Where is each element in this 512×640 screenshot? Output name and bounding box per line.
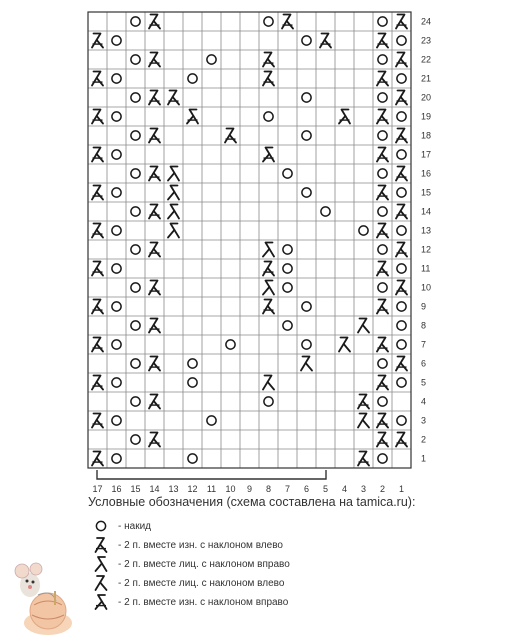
yarn-over-symbol	[378, 454, 387, 463]
yarn-over-symbol	[264, 17, 273, 26]
yarn-over-symbol	[378, 131, 387, 140]
yarn-over-symbol	[131, 169, 140, 178]
p2tog-left-symbol	[92, 72, 103, 86]
yarn-over-symbol	[112, 302, 121, 311]
p2tog-left-symbol	[92, 34, 103, 48]
k2tog-left-symbol	[301, 357, 312, 371]
k2tog-left-symbol	[358, 414, 369, 428]
p2tog-left-symbol	[149, 15, 160, 29]
legend-item	[92, 517, 151, 535]
yarn-over-symbol	[283, 169, 292, 178]
row-number: 24	[421, 16, 432, 27]
yarn-over-symbol	[112, 416, 121, 425]
k2tog-right-symbol	[168, 167, 179, 181]
yarn-over-symbol	[302, 93, 311, 102]
legend-symbol-icon	[92, 574, 114, 592]
yarn-over-symbol	[207, 55, 216, 64]
yarn-over-symbol	[112, 36, 121, 45]
row-number: 5	[421, 377, 427, 388]
yarn-over-symbol	[283, 321, 292, 330]
yarn-over-symbol	[397, 416, 406, 425]
k2tog-right-symbol	[168, 205, 179, 219]
column-number: 12	[187, 484, 198, 494]
yarn-over-symbol	[188, 74, 197, 83]
p2tog-left-symbol	[92, 300, 103, 314]
column-number: 1	[398, 484, 405, 494]
column-number: 5	[322, 484, 329, 494]
p2tog-left-symbol	[263, 262, 274, 276]
yarn-over-symbol	[397, 302, 406, 311]
p2tog-left-symbol	[92, 376, 103, 390]
p2tog-left-symbol	[149, 243, 160, 257]
yarn-over-symbol	[131, 435, 140, 444]
yarn-over-symbol	[378, 359, 387, 368]
p2tog-left-symbol	[396, 53, 407, 67]
p2tog-left-symbol	[149, 91, 160, 105]
yarn-over-symbol	[112, 150, 121, 159]
yarn-over-symbol	[302, 131, 311, 140]
k2tog-left-symbol	[358, 319, 369, 333]
yarn-over-symbol	[131, 93, 140, 102]
yarn-over-symbol	[188, 454, 197, 463]
p2tog-left-symbol	[377, 338, 388, 352]
yarn-over-symbol	[188, 378, 197, 387]
p2tog-left-symbol	[377, 376, 388, 390]
row-number: 9	[421, 301, 427, 312]
yarn-over-symbol	[131, 55, 140, 64]
p2tog-left-symbol	[377, 148, 388, 162]
yarn-over-symbol	[283, 245, 292, 254]
p2tog-left-symbol	[396, 243, 407, 257]
yarn-over-symbol	[397, 188, 406, 197]
row-number: 16	[421, 168, 432, 179]
row-number: 14	[421, 206, 432, 217]
p2tog-left-symbol	[92, 414, 103, 428]
yarn-over-symbol	[302, 340, 311, 349]
yarn-over-symbol	[112, 454, 121, 463]
p2tog-left-symbol	[320, 34, 331, 48]
yarn-over-symbol	[378, 55, 387, 64]
yarn-over-symbol	[397, 150, 406, 159]
p2tog-left-symbol	[377, 72, 388, 86]
legend-item-label: - 2 п. вместе изн. с наклоном влево	[118, 539, 283, 551]
column-number: 3	[360, 484, 367, 494]
yarn-over-symbol	[378, 93, 387, 102]
yarn-over-symbol	[207, 416, 216, 425]
k2tog-right-symbol	[168, 186, 179, 200]
p2tog-left-symbol	[96, 538, 107, 552]
p2tog-left-symbol	[149, 319, 160, 333]
legend-item	[92, 593, 288, 611]
p2tog-left-symbol	[168, 91, 179, 105]
yarn-over-symbol	[131, 283, 140, 292]
legend-item	[92, 536, 283, 554]
column-number: 8	[265, 484, 272, 494]
p2tog-left-symbol	[396, 281, 407, 295]
p2tog-left-symbol	[92, 148, 103, 162]
legend-item	[92, 574, 284, 592]
column-number: 13	[168, 484, 179, 494]
yarn-over-symbol	[226, 340, 235, 349]
legend-item-label: - 2 п. вместе лиц. с наклоном влево	[118, 577, 285, 589]
p2tog-left-symbol	[396, 129, 407, 143]
yarn-over-symbol	[112, 378, 121, 387]
yarn-over-symbol	[131, 359, 140, 368]
yarn-over-symbol	[397, 36, 406, 45]
p2tog-left-symbol	[282, 15, 293, 29]
p2tog-left-symbol	[396, 205, 407, 219]
yarn-over-symbol	[112, 226, 121, 235]
row-number: 23	[421, 35, 432, 46]
yarn-over-symbol	[131, 397, 140, 406]
column-number: 14	[149, 484, 160, 494]
yarn-over-symbol	[131, 207, 140, 216]
p2tog-left-symbol	[377, 262, 388, 276]
yarn-over-symbol	[321, 207, 330, 216]
p2tog-left-symbol	[92, 452, 103, 466]
yarn-over-symbol	[397, 321, 406, 330]
p2tog-left-symbol	[396, 15, 407, 29]
p2tog-left-symbol	[377, 433, 388, 447]
k2tog-right-symbol	[263, 243, 274, 257]
k2tog-left-symbol	[263, 376, 274, 390]
k2tog-left-symbol	[96, 576, 107, 590]
p2tog-left-symbol	[377, 224, 388, 238]
row-number: 4	[421, 396, 427, 407]
column-number: 11	[206, 484, 217, 494]
yarn-over-symbol	[264, 397, 273, 406]
row-number: 21	[421, 73, 432, 84]
legend-item-label: - накид	[118, 520, 151, 532]
p2tog-left-symbol	[92, 338, 103, 352]
yarn-over-symbol	[397, 264, 406, 273]
yarn-over-symbol	[397, 112, 406, 121]
p2tog-left-symbol	[92, 110, 103, 124]
k2tog-right-symbol	[263, 281, 274, 295]
legend-item-label: - 2 п. вместе лиц. с наклоном вправо	[118, 558, 290, 570]
p2tog-left-symbol	[149, 129, 160, 143]
p2tog-left-symbol	[92, 262, 103, 276]
legend-title: Условные обозначения (схема составлена на tamica.ru):	[88, 495, 416, 509]
k2tog-left-symbol	[339, 338, 350, 352]
mouse-illustration	[8, 555, 78, 637]
row-number: 2	[421, 434, 427, 445]
p2tog-left-symbol	[149, 53, 160, 67]
column-number: 16	[111, 484, 122, 494]
p2tog-left-symbol	[149, 357, 160, 371]
legend-item-label: - 2 п. вместе изн. с наклоном вправо	[118, 596, 289, 608]
yarn-over-symbol	[378, 397, 387, 406]
yarn-over-symbol	[302, 188, 311, 197]
legend-item	[92, 555, 290, 573]
yarn-over-symbol	[378, 207, 387, 216]
yarn-over-symbol	[131, 131, 140, 140]
p2tog-left-symbol	[396, 91, 407, 105]
p2tog-left-symbol	[396, 357, 407, 371]
column-number: 4	[341, 484, 348, 494]
yarn-over-symbol	[131, 321, 140, 330]
p2tog-left-symbol	[263, 300, 274, 314]
yarn-over-symbol	[112, 112, 121, 121]
p2tog-left-symbol	[263, 72, 274, 86]
p2tog-left-symbol	[92, 224, 103, 238]
column-number: 6	[303, 484, 310, 494]
row-number: 11	[421, 263, 431, 274]
yarn-over-symbol	[112, 340, 121, 349]
yarn-over-symbol	[112, 188, 121, 197]
column-number: 2	[379, 484, 386, 494]
yarn-over-symbol	[112, 264, 121, 273]
legend-symbol-icon	[92, 517, 114, 535]
column-number: 17	[92, 484, 103, 494]
row-number: 6	[421, 358, 427, 369]
yarn-over-symbol	[359, 226, 368, 235]
p2tog-left-symbol	[225, 129, 236, 143]
p2tog-left-symbol	[149, 205, 160, 219]
row-number: 3	[421, 415, 427, 426]
row-number: 15	[421, 187, 432, 198]
p2tog-left-symbol	[396, 167, 407, 181]
row-number: 19	[421, 111, 432, 122]
p2tog-left-symbol	[377, 414, 388, 428]
row-number: 12	[421, 244, 432, 255]
p2tog-left-symbol	[377, 186, 388, 200]
yarn-over-symbol	[131, 245, 140, 254]
legend-symbol-icon	[92, 555, 114, 573]
yarn-over-symbol	[397, 74, 406, 83]
p2tog-left-symbol	[149, 433, 160, 447]
repeat-bracket	[97, 470, 326, 479]
row-number: 20	[421, 92, 432, 103]
yarn-over-symbol	[283, 264, 292, 273]
yarn-over-symbol	[96, 521, 105, 530]
yarn-over-symbol	[397, 378, 406, 387]
row-number: 22	[421, 54, 432, 65]
yarn-over-symbol	[378, 169, 387, 178]
column-number: 15	[130, 484, 141, 494]
row-number: 13	[421, 225, 432, 236]
legend-symbol-icon	[92, 593, 114, 611]
p2tog-right-symbol	[339, 110, 350, 124]
p2tog-left-symbol	[263, 53, 274, 67]
yarn-over-symbol	[112, 74, 121, 83]
p2tog-left-symbol	[149, 167, 160, 181]
row-numbers	[421, 17, 431, 464]
p2tog-left-symbol	[377, 34, 388, 48]
yarn-over-symbol	[378, 283, 387, 292]
column-number: 9	[246, 484, 253, 494]
column-number: 7	[284, 484, 291, 494]
row-number: 8	[421, 320, 427, 331]
yarn-over-symbol	[264, 112, 273, 121]
column-number: 10	[225, 484, 236, 494]
yarn-over-symbol	[131, 17, 140, 26]
yarn-over-symbol	[378, 245, 387, 254]
yarn-over-symbol	[378, 17, 387, 26]
p2tog-left-symbol	[377, 110, 388, 124]
p2tog-right-symbol	[263, 148, 274, 162]
yarn-over-symbol	[397, 226, 406, 235]
row-number: 1	[421, 453, 427, 464]
yarn-over-symbol	[188, 359, 197, 368]
column-numbers	[92, 484, 404, 494]
yarn-over-symbol	[302, 302, 311, 311]
p2tog-left-symbol	[396, 433, 407, 447]
yarn-over-symbol	[397, 340, 406, 349]
p2tog-right-symbol	[187, 110, 198, 124]
legend-symbol-icon	[92, 536, 114, 554]
p2tog-right-symbol	[96, 595, 107, 609]
p2tog-left-symbol	[92, 186, 103, 200]
row-number: 7	[421, 339, 427, 350]
yarn-over-symbol	[283, 283, 292, 292]
row-number: 10	[421, 282, 432, 293]
k2tog-right-symbol	[96, 557, 107, 571]
k2tog-right-symbol	[168, 224, 179, 238]
p2tog-left-symbol	[358, 452, 369, 466]
row-number: 18	[421, 130, 432, 141]
yarn-over-symbol	[302, 36, 311, 45]
p2tog-left-symbol	[377, 300, 388, 314]
p2tog-left-symbol	[149, 281, 160, 295]
p2tog-left-symbol	[149, 395, 160, 409]
row-number: 17	[421, 149, 432, 160]
p2tog-left-symbol	[358, 395, 369, 409]
